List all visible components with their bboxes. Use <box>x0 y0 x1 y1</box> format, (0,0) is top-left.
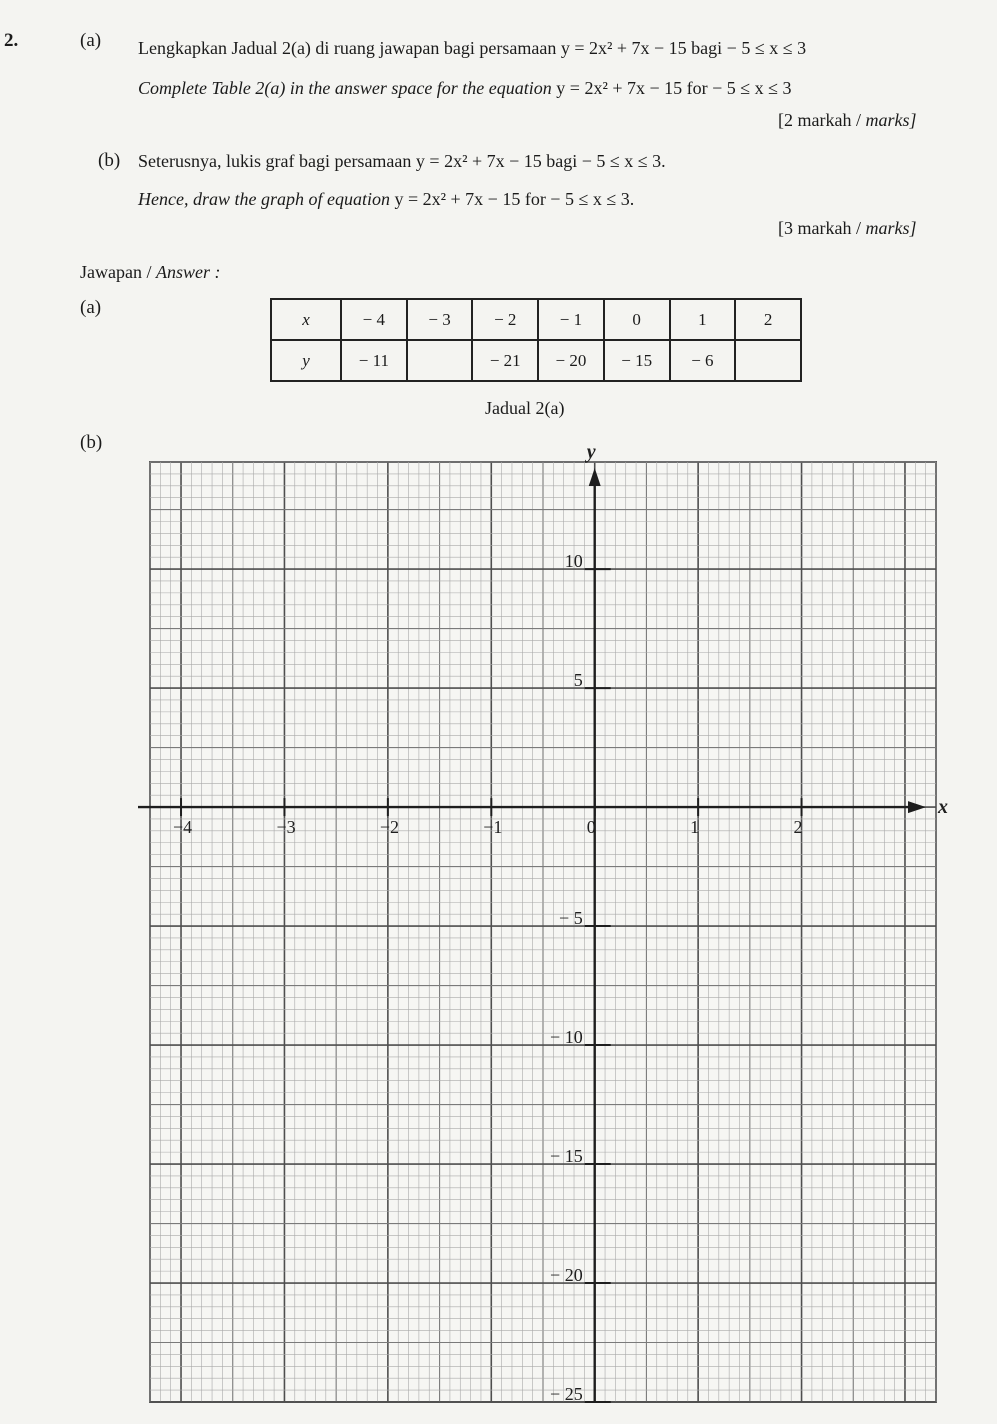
answer-part-a-label: (a) <box>80 297 102 318</box>
part-b-marks-malay: [3 markah / <box>778 218 861 238</box>
table-cell: − 21 <box>472 340 538 381</box>
table-cell: − 2 <box>472 299 538 340</box>
y-tick-label: − 10 <box>550 1027 583 1048</box>
answer-heading-english: Answer : <box>155 262 221 282</box>
table-caption: Jadual 2(a) <box>485 398 565 418</box>
y-tick-label: − 20 <box>550 1265 583 1286</box>
x-tick-label: −2 <box>379 817 400 838</box>
y-tick-label: − 5 <box>559 908 583 929</box>
x-tick-label: 2 <box>793 817 803 838</box>
table-cell: 1 <box>670 299 736 340</box>
part-a-english-text: Complete Table 2(a) in the answer space for the equation <box>138 78 552 98</box>
table-cell: − 20 <box>538 340 604 381</box>
part-b-english-text: Hence, draw the graph of equation <box>138 189 390 209</box>
part-a-marks-english: marks] <box>865 110 917 130</box>
part-a-malay-text: Lengkapkan Jadual 2(a) di ruang jawapan bagi persamaan <box>138 38 557 58</box>
table-cell: 0 <box>604 299 670 340</box>
table-cell: − 15 <box>604 340 670 381</box>
question-part-b-label: (b) <box>98 150 121 171</box>
x-tick-label: 0 <box>586 817 596 838</box>
part-b-malay-text: Seterusnya, lukis graf bagi persamaan <box>138 151 412 171</box>
y-axis-label: y <box>586 441 596 463</box>
y-tick-label: − 15 <box>550 1146 583 1167</box>
x-tick-label: −4 <box>173 817 193 838</box>
y-tick-label: 10 <box>564 551 583 572</box>
table-header-x: x <box>271 299 341 340</box>
table-header-y: y <box>271 340 341 381</box>
x-tick-label: 1 <box>690 817 700 838</box>
part-b-english-equation: y = 2x² + 7x − 15 for − 5 ≤ x ≤ 3. <box>394 189 635 209</box>
x-tick-label: −1 <box>483 817 503 838</box>
table-cell: − 6 <box>670 340 736 381</box>
part-a-marks-malay: [2 markah / <box>778 110 861 130</box>
part-b-malay-equation: y = 2x² + 7x − 15 bagi − 5 ≤ x ≤ 3. <box>415 151 666 171</box>
question-number: 2. <box>4 30 19 51</box>
table-cell: − 4 <box>341 299 407 340</box>
part-a-malay-equation: y = 2x² + 7x − 15 bagi − 5 ≤ x ≤ 3 <box>560 38 807 58</box>
table-cell: − 3 <box>407 299 473 340</box>
part-b-marks-english: marks] <box>865 218 917 238</box>
grid-lines <box>150 462 936 1402</box>
table-cell: − 1 <box>538 299 604 340</box>
x-axis-label: x <box>938 796 948 819</box>
answer-heading-malay: Jawapan / <box>80 262 152 282</box>
y-tick-label: 5 <box>573 670 583 691</box>
question-part-a-label: (a) <box>80 30 102 51</box>
y-tick-label: − 25 <box>550 1384 583 1404</box>
part-a-english-equation: y = 2x² + 7x − 15 for − 5 ≤ x ≤ 3 <box>556 78 792 98</box>
answer-part-b-label: (b) <box>80 432 103 453</box>
x-tick-label: −3 <box>276 817 296 838</box>
table-cell: − 11 <box>341 340 407 381</box>
table-cell: 2 <box>735 299 801 340</box>
